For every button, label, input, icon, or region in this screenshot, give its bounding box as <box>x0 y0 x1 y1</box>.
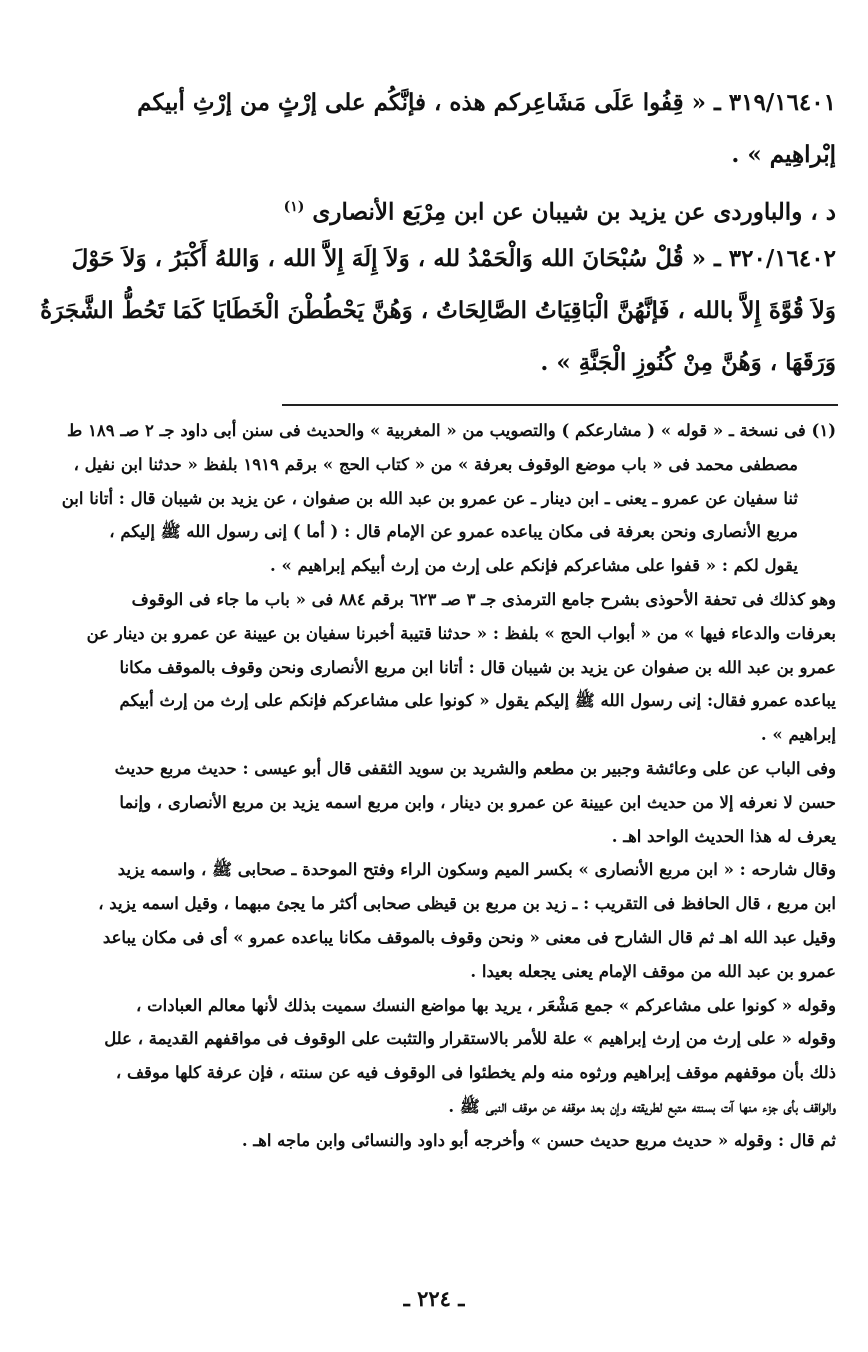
footnote-divider <box>282 404 838 406</box>
footnote-line: مصطفى محمد فى « باب موضع الوقوف بعرفة » من « كتاب الحج » برقم ١٩١٩ بلفظ « حدثنا ابن نفيل ، <box>73 454 798 474</box>
footnote-line: وفى الباب عن على وعائشة وجبير بن مطعم والشريد بن سويد الثقفى قال أبو عيسى : حديث مربع حديث <box>114 758 836 778</box>
footnote-line: ثنا سفيان عن عمرو ـ يعنى ـ ابن دينار ـ عن عمرو بن عبد الله بن صفوان ، عن يزيد بن شيبان قال : أتانا ابن <box>61 488 798 508</box>
footnote-line: وقوله « على إرث من إرث إبراهيم » علة للأمر بالاستقرار والتثبت على الوقوف فى مواقفهم القديمة ، علل <box>104 1029 836 1049</box>
footnote-line: حسن لا نعرفه إلا من حديث ابن عيينة عن عمرو بن دينار ، وابن مربع اسمه يزيد بن مربع الأنصارى ، وإنما <box>119 792 836 812</box>
footnote-line: وقوله « كونوا على مشاعركم » جمع مَشْعَر ، يريد بها مواضع النسك سميت بذلك لأنها معالم العبادات ، <box>136 995 836 1015</box>
footnote-line: يعرف له هذا الحديث الواحد اهـ . <box>611 826 836 846</box>
footnote-line: مربع الأنصارى ونحن بعرفة فى مكان يباعده عمرو عن الإمام قال : ( أما ) إنى رسول الله ﷺ إليكم ، <box>109 522 798 542</box>
footnote-line: وقال شارحه : « ابن مربع الأنصارى » بكسر الميم وسكون الراء وفتح الموحدة ـ صحابى ﷺ ، واسمه يزيد <box>117 860 836 880</box>
source-text: د ، والباوردى عن يزيد بن شيبان عن ابن مِرْبَع الأنصارى <box>312 198 836 226</box>
footnote-line: ابن مربع ، قال الحافظ فى التقريب : ـ زيد بن مربع بن قيظى صحابى أكثر ما يجئ مبهما ، وقيل اسمه يزيد ، <box>98 894 836 914</box>
hadith-text <box>36 78 836 390</box>
footnote-line: (١) فى نسخة ـ « قوله » ( مشارعكم ) والتصويب من « المغربية » والحديث فى سنن أبى داود جـ ٢ صـ ١٨٩ ط <box>67 421 836 440</box>
footnote-line: يقول لكم : « قفوا على مشاعركم فإنكم على إرث من إرث أبيكم إبراهيم » . <box>270 556 798 576</box>
footnote-line: ذلك بأن موقفهم موقف إبراهيم ورثوه منه ولم يخطئوا فى الوقوف فيه عن سنته ، فإن عرفة كلها موقف ، <box>115 1063 836 1083</box>
page-number: ـ ٢٢٤ ـ <box>403 1286 465 1311</box>
text-line: وَلاَ قُوَّةَ إِلاَّ بالله ، فَإنَّهُنَّ الْبَاقِيَاتُ الصَّالِحَاتُ ، وَهُنَّ يَحْطُطْنَ الْخَطَايَا كَمَا تَحُطُّ الشَّجَرَةُ <box>40 297 836 324</box>
footnote-marker: (١) <box>283 199 305 215</box>
text-line: ٣١٩/١٦٤٠١ ـ « قِفُوا عَلَى مَشَاعِركم هذه ، فإنَّكُم على إرْثٍ من إرْثِ أبيكم <box>137 89 836 116</box>
footnote-line: إبراهيم » . <box>760 725 836 745</box>
text-line: وَرَقَهَا ، وَهُنَّ مِنْ كُنُوزِ الْجَنَّةِ » . <box>540 349 836 376</box>
text-line: إبْراهِيم » . <box>731 141 836 168</box>
source-line <box>36 182 836 234</box>
footnote-line: بعرفات والدعاء فيها » من « أبواب الحج » بلفظ : « حدثنا قتيبة أخبرنا سفيان بن عيينة عن عمرو بن دينار عن <box>86 623 836 643</box>
footnote-line: وهو كذلك فى تحفة الأحوذى بشرح جامع الترمذى جـ ٣ صـ ٦٢٣ برقم ٨٨٤ فى « باب ما جاء فى الوقوف <box>131 589 836 609</box>
text-line: ٣٢٠/١٦٤٠٢ ـ « قُلْ سُبْحَانَ الله وَالْحَمْدُ لله ، وَلاَ إِلَهَ إِلاَّ الله ، وَاللهُ أَكْبَرُ ، وَلاَ حَوْلَ <box>71 245 836 272</box>
footnote-line: والواقف بأى جزء منها آت بسنته متبع لطريقته وإن بعد موقفه عن موقف النبى ﷺ . <box>448 1096 836 1116</box>
footnotes <box>36 414 836 1158</box>
footnote-line: عمرو بن عبد الله من موقف الإمام يعنى يجعله بعيدا . <box>470 961 836 981</box>
footnote-line: يباعده عمرو فقال: إنى رسول الله ﷺ إليكم يقول « كونوا على مشاعركم فإنكم على إرث من إرث أبيكم <box>119 691 836 711</box>
footnote-line: وقيل عبد الله اهـ ثم قال الشارح فى معنى « ونحن وقوف بالموقف مكانا يباعده عمرو » أى فى مكان يباعد <box>102 927 836 947</box>
footnote-line: ثم قال : وقوله « حديث مربع حديث حسن » وأخرجه أبو داود والنسائى وابن ماجه اهـ . <box>241 1130 836 1150</box>
footnote-line: عمرو بن عبد الله بن صفوان عن يزيد بن شيبان قال : أتانا ابن مربع الأنصارى ونحن وقوف بالموقف مكانا <box>119 657 836 677</box>
